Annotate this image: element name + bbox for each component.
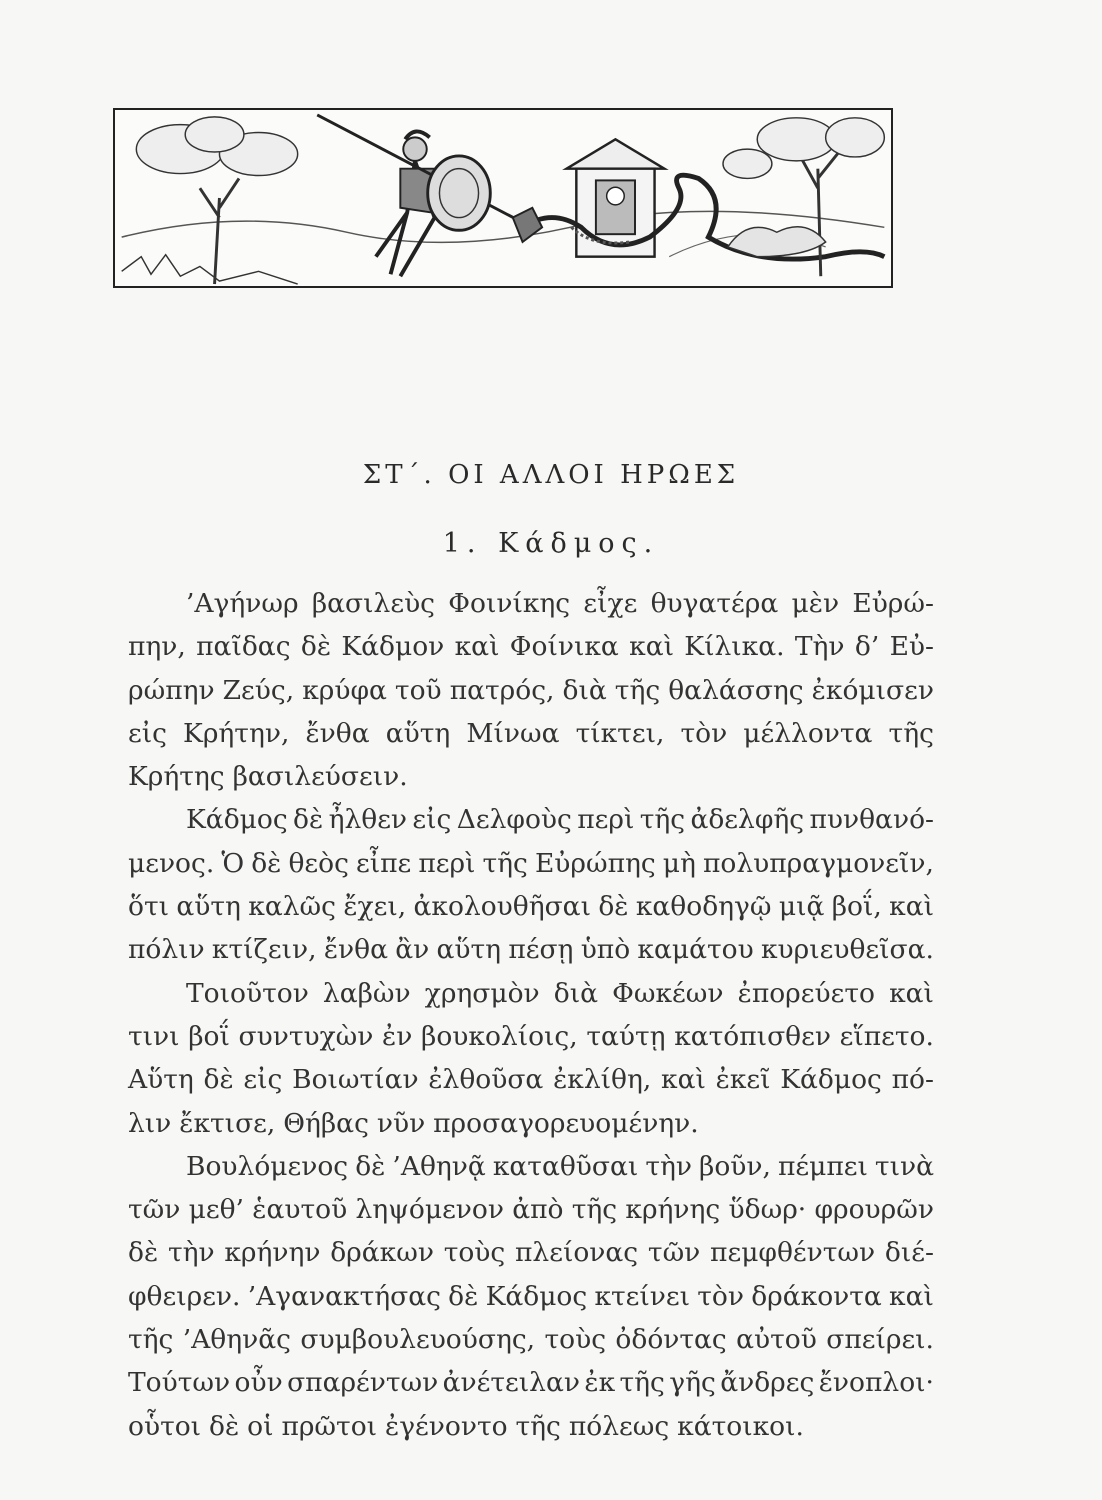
word: ἔχει, xyxy=(343,891,407,923)
word: Βουλόμενος xyxy=(186,1150,349,1182)
word: Κάδμος xyxy=(780,1064,882,1096)
word: καταθῦσαι xyxy=(492,1150,639,1182)
word: πατρός, xyxy=(449,674,555,706)
word: Ζεύς, xyxy=(222,674,295,706)
word: ἔνοπλοι· xyxy=(818,1367,934,1399)
word: Φωκέων xyxy=(612,977,724,1009)
word: τῶν xyxy=(128,1194,181,1226)
word: Τὴν xyxy=(794,631,845,663)
text-line xyxy=(128,1015,934,1058)
word: πό- xyxy=(891,1064,934,1096)
word: βασιλεύσειν. xyxy=(232,761,408,793)
text-line xyxy=(128,1275,934,1318)
word: τὸν xyxy=(697,1280,744,1312)
word: ἐλθοῦσα xyxy=(428,1064,544,1096)
word: Εὐ- xyxy=(889,631,934,663)
word: Κίλικα. xyxy=(684,631,785,663)
word: τῆς xyxy=(619,1367,665,1399)
text-line xyxy=(128,1145,934,1188)
word: λιν xyxy=(128,1107,172,1139)
word: θυγατέρα xyxy=(650,588,779,619)
word: βοΐ xyxy=(188,1020,230,1052)
word: εἶπε xyxy=(355,847,412,879)
word: βασιλεὺς xyxy=(311,588,436,619)
word: τῆς xyxy=(128,1324,174,1356)
word: βουκολίοις, xyxy=(421,1020,578,1052)
word: αὐτοῦ xyxy=(736,1324,817,1356)
word: προσαγορευομένην. xyxy=(433,1107,699,1139)
word: τὴν xyxy=(645,1150,692,1182)
text-line xyxy=(128,1361,934,1404)
word: πλείονας xyxy=(515,1237,639,1269)
text-line xyxy=(128,712,934,755)
word: Φοίνικα xyxy=(509,631,619,663)
word: χρησμὸν xyxy=(424,977,540,1009)
text-line xyxy=(128,1102,934,1145)
word: πυνθανό- xyxy=(809,804,934,836)
word: ἐκεῖ xyxy=(715,1064,771,1096)
word: διὰ xyxy=(553,977,599,1009)
word: δράκων xyxy=(330,1237,434,1269)
word: ὕδωρ· xyxy=(728,1194,807,1226)
header-illustration xyxy=(113,108,893,288)
word: συντυχὼν xyxy=(238,1020,374,1052)
word: εἶχε xyxy=(583,588,638,619)
word: διέ- xyxy=(884,1237,934,1269)
word: οἱ xyxy=(247,1410,274,1442)
word: αὕτη xyxy=(385,717,451,749)
word: δὲ xyxy=(251,847,282,879)
word: μὲν xyxy=(791,588,840,619)
word: πρῶτοι xyxy=(281,1410,378,1442)
word: σπαρέντων xyxy=(287,1367,439,1399)
word: Βοιωτίαν xyxy=(292,1064,419,1096)
word: αὕτη xyxy=(436,934,502,966)
word: καὶ xyxy=(889,1280,934,1312)
word: νῦν xyxy=(376,1107,426,1139)
word: ἑαυτοῦ xyxy=(252,1194,348,1226)
word: περὶ xyxy=(418,847,476,879)
word: ἀπὸ xyxy=(512,1194,564,1226)
word: καθοδηγῷ xyxy=(635,891,772,923)
text-line xyxy=(128,972,934,1015)
word: ἔνθα xyxy=(323,934,388,966)
word: δὲ xyxy=(203,1064,234,1096)
word: μεθ’ xyxy=(188,1194,244,1226)
word: κατόπισθεν xyxy=(674,1020,831,1052)
word: ἐκλίθη, xyxy=(553,1064,652,1096)
word: βοΐ, xyxy=(831,891,882,923)
word: καὶ xyxy=(889,891,934,923)
word: θαλάσσης xyxy=(668,674,804,706)
word: δράκοντα xyxy=(751,1280,882,1312)
word: τῆς xyxy=(639,804,686,836)
word: Θήβας xyxy=(283,1107,369,1139)
word: αὕτη xyxy=(176,891,241,923)
word: ἀνέτειλαν xyxy=(442,1367,580,1399)
word: ’Αθηνᾷ xyxy=(392,1150,486,1182)
word: οὖν xyxy=(234,1367,283,1399)
word: εἰς xyxy=(128,717,167,749)
word: φρουρῶν xyxy=(814,1194,934,1226)
word: λαβὼν xyxy=(322,977,411,1009)
word: τῆς xyxy=(482,847,528,879)
word: Τούτων xyxy=(128,1367,231,1399)
word: καμάτου xyxy=(637,934,754,966)
text-line xyxy=(128,1231,934,1274)
text-line xyxy=(128,625,934,668)
word: ληψόμενον xyxy=(355,1194,504,1226)
word: πέσῃ xyxy=(508,934,574,966)
word: Κάδμον xyxy=(341,631,445,663)
word: ἐν xyxy=(382,1020,413,1052)
word: εἵπετο. xyxy=(839,1020,934,1052)
word: ’Αγήνωρ xyxy=(186,588,299,619)
word: τοῦ xyxy=(394,674,442,706)
word: Εὐρώ- xyxy=(852,588,934,619)
body-text xyxy=(128,582,934,1448)
warrior-dragon-illustration xyxy=(115,110,891,286)
word: γῆς xyxy=(669,1367,716,1399)
word: Φοινίκης xyxy=(448,588,571,619)
word: πέμπει xyxy=(777,1150,868,1182)
word: πόλιν xyxy=(128,934,205,966)
word: κρήνην xyxy=(224,1237,321,1269)
text-line xyxy=(128,928,934,971)
word: κτείνει xyxy=(594,1280,691,1312)
word: ’Αγανακτήσας xyxy=(247,1280,441,1312)
word: κρύφα xyxy=(302,674,387,706)
word: καὶ xyxy=(889,977,934,1009)
word: τοὺς xyxy=(443,1237,506,1269)
word: τινὰ xyxy=(874,1150,934,1182)
word: δὲ xyxy=(355,1150,386,1182)
text-line xyxy=(128,885,934,928)
word: καλῶς xyxy=(248,891,336,923)
text-line xyxy=(128,1188,934,1231)
word: μενος. xyxy=(128,847,215,879)
word: τινι xyxy=(128,1020,180,1052)
word: ὑπὸ xyxy=(580,934,631,966)
word: πολυπραγμονεῖν, xyxy=(702,847,934,879)
word: μὴ xyxy=(662,847,696,879)
word: θεὸς xyxy=(288,847,349,879)
word: κάτοικοι. xyxy=(677,1410,804,1442)
word: σπείρει. xyxy=(826,1324,934,1356)
word: τῆς xyxy=(571,1194,618,1226)
word: ἐγένοντο xyxy=(385,1410,508,1442)
word: εἰς xyxy=(412,804,452,836)
word: δὲ xyxy=(598,891,629,923)
word: παῖδας xyxy=(196,631,291,663)
text-line xyxy=(128,669,934,712)
text-line xyxy=(128,582,934,625)
word: πεμφθέντων xyxy=(710,1237,876,1269)
word: καὶ xyxy=(629,631,674,663)
word: Ὁ xyxy=(221,847,245,879)
word: Αὕτη xyxy=(128,1064,194,1096)
word: ρώπην xyxy=(128,674,215,706)
word: τῆς xyxy=(515,1410,561,1442)
word: ἐκόμισεν xyxy=(811,674,934,706)
word: κρήνης xyxy=(625,1194,721,1226)
word: Εὐρώπης xyxy=(534,847,656,879)
word: δὲ xyxy=(209,1410,240,1442)
word: τὴν xyxy=(167,1237,215,1269)
word: Τοιοῦτον xyxy=(186,977,309,1009)
word: ἐκ xyxy=(584,1367,616,1399)
word: Δελφοὺς xyxy=(456,804,572,836)
chapter-title: ΣΤ΄. ΟΙ ΑΛΛΟΙ ΗΡΩΕΣ xyxy=(362,460,740,490)
word: ἀκολουθῆσαι xyxy=(413,891,591,923)
word: ἄνδρες xyxy=(720,1367,815,1399)
word: τίκτει, xyxy=(575,717,665,749)
word: ὅτι xyxy=(128,891,170,923)
word: ’Αθηνᾶς xyxy=(182,1324,291,1356)
word: βοῦν, xyxy=(699,1150,771,1182)
text-line xyxy=(128,1058,934,1101)
word: ἔκτισε, xyxy=(179,1107,276,1139)
section-title: 1. Κάδμος. xyxy=(442,528,660,559)
word: Μίνωα xyxy=(466,717,560,749)
word: δ’ xyxy=(854,631,880,663)
word: δὲ xyxy=(128,1237,159,1269)
word: ταύτῃ xyxy=(586,1020,666,1052)
word: Κάδμος xyxy=(186,804,288,836)
text-line xyxy=(128,798,934,841)
word: ἦλθεν xyxy=(328,804,408,836)
word: μέλλοντα xyxy=(743,717,873,749)
word: ἂν xyxy=(395,934,430,966)
word: οὗτοι xyxy=(128,1410,202,1442)
word: τὸν xyxy=(680,717,728,749)
word: κυριευθεῖσα. xyxy=(760,934,934,966)
text-line xyxy=(128,1318,934,1361)
word: τῆς xyxy=(888,717,934,749)
word: Κρήτης xyxy=(128,761,225,793)
word: τῶν xyxy=(647,1237,701,1269)
word: κτίζειν, xyxy=(211,934,317,966)
word: ἀδελφῆς xyxy=(690,804,805,836)
word: δὲ xyxy=(448,1280,479,1312)
text-line xyxy=(128,842,934,885)
word: μιᾷ xyxy=(778,891,825,923)
word: πην, xyxy=(128,631,186,663)
word: τῆς xyxy=(614,674,661,706)
word: συμβουλευούσης, xyxy=(300,1324,536,1356)
word: Κάδμος xyxy=(485,1280,588,1312)
word: ὀδόντας xyxy=(615,1324,727,1356)
word: τοὺς xyxy=(544,1324,607,1356)
word: δὲ xyxy=(300,631,332,663)
word: εἰς xyxy=(243,1064,283,1096)
word: πόλεως xyxy=(568,1410,670,1442)
text-line xyxy=(128,755,934,798)
word: φθειρεν. xyxy=(128,1280,241,1312)
word: διὰ xyxy=(562,674,607,706)
word: Κρήτην, xyxy=(183,717,290,749)
word: καὶ xyxy=(454,631,500,663)
word: ἐπορεύετο xyxy=(737,977,875,1009)
word: καὶ xyxy=(661,1064,706,1096)
word: περὶ xyxy=(577,804,635,836)
text-line xyxy=(128,1405,934,1448)
word: ἔνθα xyxy=(305,717,370,749)
word: δὲ xyxy=(293,804,324,836)
